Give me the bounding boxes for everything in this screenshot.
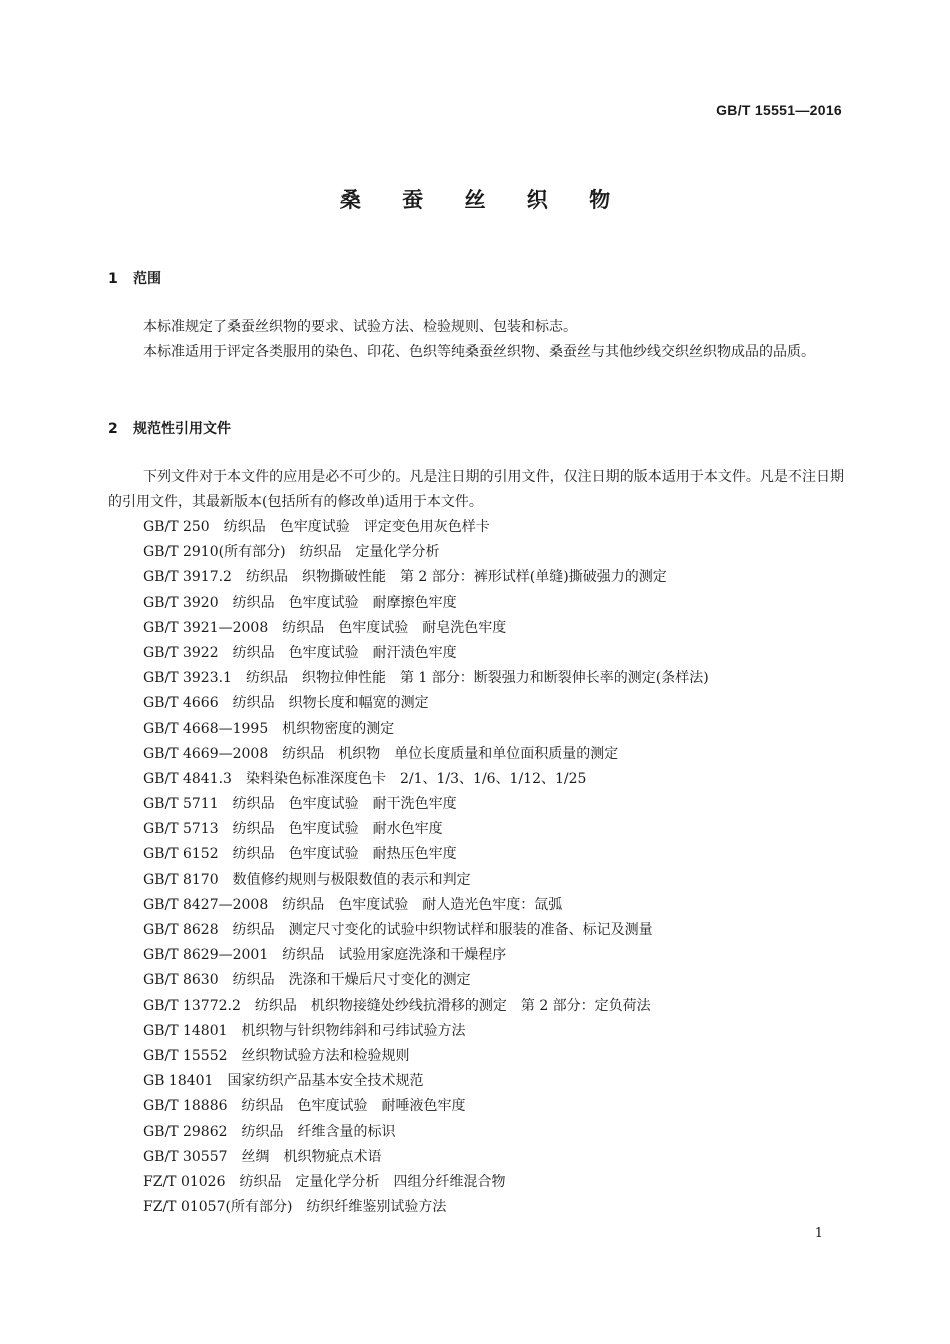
reference-title-part: 纺织品	[254, 997, 297, 1014]
reference-item	[143, 1195, 723, 1220]
reference-title-part: 织物撕破性能	[301, 569, 386, 586]
reference-code: GB/T 8629—2001	[143, 947, 269, 964]
reference-code: GB/T 8427—2008	[143, 896, 269, 913]
reference-item	[143, 515, 723, 540]
section-number: 1	[108, 271, 118, 287]
reference-title-part: 耐人造光色牢度：氙弧	[422, 896, 563, 913]
reference-code: GB/T 18886	[143, 1098, 228, 1115]
reference-item	[143, 666, 723, 691]
reference-code: GB/T 8630	[143, 972, 219, 989]
reference-code: GB/T 14801	[143, 1022, 228, 1039]
reference-code: GB/T 3920	[143, 594, 219, 611]
reference-title-part: 纺织品	[282, 745, 325, 762]
reference-title-part: 第 2 部分：定负荷法	[520, 997, 651, 1014]
reference-title-part: 耐唾液色牢度	[381, 1098, 466, 1115]
reference-item	[143, 691, 723, 716]
reference-title-part: 织物长度和幅宽的测定	[288, 695, 429, 712]
reference-item	[143, 1170, 723, 1195]
reference-item	[143, 868, 723, 893]
reference-code: GB/T 3923.1	[143, 670, 232, 687]
reference-title-part: 纺织品	[232, 922, 275, 938]
reference-code: FZ/T 01026	[143, 1173, 226, 1190]
reference-title-part: 色牢度试验	[279, 519, 350, 535]
reference-code: GB 18401	[143, 1073, 214, 1090]
reference-title-part: 试验用家庭洗涤和干燥程序	[338, 947, 507, 964]
reference-item	[143, 1044, 723, 1069]
reference-item	[143, 717, 723, 742]
reference-title-part: 纺织品	[239, 1173, 282, 1190]
reference-title-part: 定量化学分析	[295, 1173, 380, 1190]
reference-title-part: 纺织品	[232, 695, 275, 712]
reference-item	[143, 616, 723, 641]
reference-title-part: 耐水色牢度	[372, 821, 443, 838]
reference-item	[143, 893, 723, 918]
reference-title-part: 丝织物试验方法和检验规则	[241, 1047, 410, 1064]
reference-title-part: 纺织品	[232, 594, 275, 611]
reference-item	[143, 994, 723, 1019]
section-heading-normative-references	[108, 418, 231, 438]
reference-item	[143, 817, 723, 842]
reference-title-part: 色牢度试验	[297, 1098, 368, 1115]
reference-title-part: 色牢度试验	[338, 896, 409, 913]
reference-title-part: 耐汗渍色牢度	[372, 644, 457, 661]
reference-title-part: 纺织品	[232, 972, 275, 989]
reference-title-part: 纺织品	[241, 1098, 284, 1115]
reference-code: GB/T 3921—2008	[143, 619, 269, 636]
reference-title-part: 纺织品	[241, 1123, 284, 1140]
reference-code: GB/T 2910(所有部分)	[143, 544, 286, 561]
reference-code: GB/T 5713	[143, 821, 219, 838]
reference-code: GB/T 4669—2008	[143, 745, 269, 762]
reference-title-part: 纺织品	[282, 947, 325, 964]
reference-title-part: 色牢度试验	[288, 594, 359, 611]
reference-title-part: 国家纺织产品基本安全技术规范	[227, 1073, 424, 1090]
reference-title-part: 纤维含量的标识	[297, 1123, 396, 1140]
reference-item	[143, 641, 723, 666]
reference-title-part: 单位长度质量和单位面积质量的测定	[394, 745, 619, 762]
reference-code: GB/T 30557	[143, 1148, 228, 1165]
section-heading-scope	[108, 268, 161, 288]
reference-title-part: 第 1 部分：断裂强力和断裂伸长率的测定(条样法)	[399, 670, 709, 687]
reference-title-part: 纺织品	[282, 896, 325, 913]
reference-title-part: 纺织品	[232, 846, 275, 863]
reference-title-part: 纺织品	[282, 619, 325, 636]
reference-item	[143, 842, 723, 867]
reference-title-part: 第 2 部分：裤形试样(单缝)撕破强力的测定	[399, 569, 667, 586]
reference-item	[143, 918, 723, 943]
reference-title-part: 纺织纤维鉴别试验方法	[306, 1199, 447, 1216]
standard-code: GB/T 15551—2016	[716, 102, 842, 118]
reference-item	[143, 943, 723, 968]
reference-title-part: 测定尺寸变化的试验中织物试样和服装的准备、标记及测量	[288, 922, 653, 938]
page-number: 1	[814, 1226, 823, 1241]
reference-code: GB/T 5711	[143, 796, 219, 813]
reference-title-part: 纺织品	[245, 569, 288, 586]
reference-title-part: 评定变色用灰色样卡	[363, 519, 490, 535]
reference-item	[143, 968, 723, 993]
reference-title-part: 机织物疵点术语	[283, 1148, 382, 1165]
reference-code: GB/T 8628	[143, 922, 219, 938]
references-intro	[108, 465, 844, 515]
reference-title-part: 色牢度试验	[288, 846, 359, 863]
reference-title-part: 纺织品	[245, 670, 288, 687]
reference-title-part: 机织物密度的测定	[282, 720, 395, 737]
reference-item	[143, 1019, 723, 1044]
reference-title-part: 纺织品	[232, 796, 275, 813]
section-title: 规范性引用文件	[133, 421, 231, 437]
reference-title-part: 耐皂洗色牢度	[422, 619, 507, 636]
reference-title-part: 织物拉伸性能	[301, 670, 386, 687]
reference-code: GB/T 6152	[143, 846, 219, 863]
document-title: 桑 蚕 丝 织 物	[339, 188, 628, 212]
reference-code: FZ/T 01057(所有部分)	[143, 1199, 293, 1216]
reference-code: GB/T 250	[143, 519, 210, 535]
reference-list	[143, 515, 723, 1220]
reference-item	[143, 591, 723, 616]
reference-title-part: 机织物与针织物纬斜和弓纬试验方法	[241, 1022, 466, 1039]
reference-title-part: 丝绸	[241, 1148, 270, 1165]
reference-item	[143, 1069, 723, 1094]
reference-item	[143, 767, 723, 792]
reference-code: GB/T 13772.2	[143, 997, 241, 1014]
reference-title-part: 机织物	[338, 745, 381, 762]
reference-code: GB/T 29862	[143, 1123, 228, 1140]
references-intro-paragraph: 下列文件对于本文件的应用是必不可少的。凡是注日期的引用文件，仅注日期的版本适用于本文件。凡是不注日期的引用文件，其最新版本(包括所有的修改单)适用于本文件。	[108, 469, 844, 510]
section-number: 2	[108, 421, 118, 437]
reference-code: GB/T 4666	[143, 695, 219, 712]
reference-code: GB/T 15552	[143, 1047, 228, 1064]
reference-title-part: 纺织品	[232, 821, 275, 838]
reference-item	[143, 1145, 723, 1170]
reference-item	[143, 1120, 723, 1145]
reference-title-part: 色牢度试验	[288, 821, 359, 838]
reference-item	[143, 792, 723, 817]
reference-title-part: 纺织品	[223, 519, 266, 535]
scope-paragraph: 本标准规定了桑蚕丝织物的要求、试验方法、检验规则、包装和标志。	[143, 319, 577, 335]
reference-title-part: 纺织品	[299, 544, 342, 561]
reference-title-part: 染料染色标准深度色卡	[245, 770, 386, 787]
scope-paragraphs	[108, 315, 844, 365]
reference-title-part: 定量化学分析	[355, 544, 440, 561]
reference-title-part: 洗涤和干燥后尺寸变化的测定	[288, 972, 471, 989]
reference-item	[143, 565, 723, 590]
reference-title-part: 耐干洗色牢度	[372, 796, 457, 813]
reference-code: GB/T 3917.2	[143, 569, 232, 586]
reference-title-part: 机织物接缝处纱线抗滑移的测定	[310, 997, 507, 1014]
reference-item	[143, 540, 723, 565]
reference-code: GB/T 4841.3	[143, 770, 232, 787]
reference-title-part: 四组分纤维混合物	[393, 1173, 506, 1190]
reference-title-part: 耐热压色牢度	[372, 846, 457, 863]
reference-code: GB/T 4668—1995	[143, 720, 269, 737]
reference-title-part: 色牢度试验	[288, 644, 359, 661]
reference-code: GB/T 8170	[143, 871, 219, 888]
reference-title-part: 色牢度试验	[338, 619, 409, 636]
reference-title-part: 2/1、1/3、1/6、1/12、1/25	[399, 770, 587, 787]
reference-item	[143, 742, 723, 767]
reference-item	[143, 1094, 723, 1119]
reference-title-part: 色牢度试验	[288, 796, 359, 813]
reference-title-part: 数值修约规则与极限数值的表示和判定	[232, 871, 471, 888]
reference-code: GB/T 3922	[143, 644, 219, 661]
section-title: 范围	[133, 271, 161, 287]
reference-title-part: 纺织品	[232, 644, 275, 661]
reference-title-part: 耐摩擦色牢度	[372, 594, 457, 611]
scope-paragraph: 本标准适用于评定各类服用的染色、印花、色织等纯桑蚕丝织物、桑蚕丝与其他纱线交织丝织物成品的品质。	[143, 344, 815, 360]
